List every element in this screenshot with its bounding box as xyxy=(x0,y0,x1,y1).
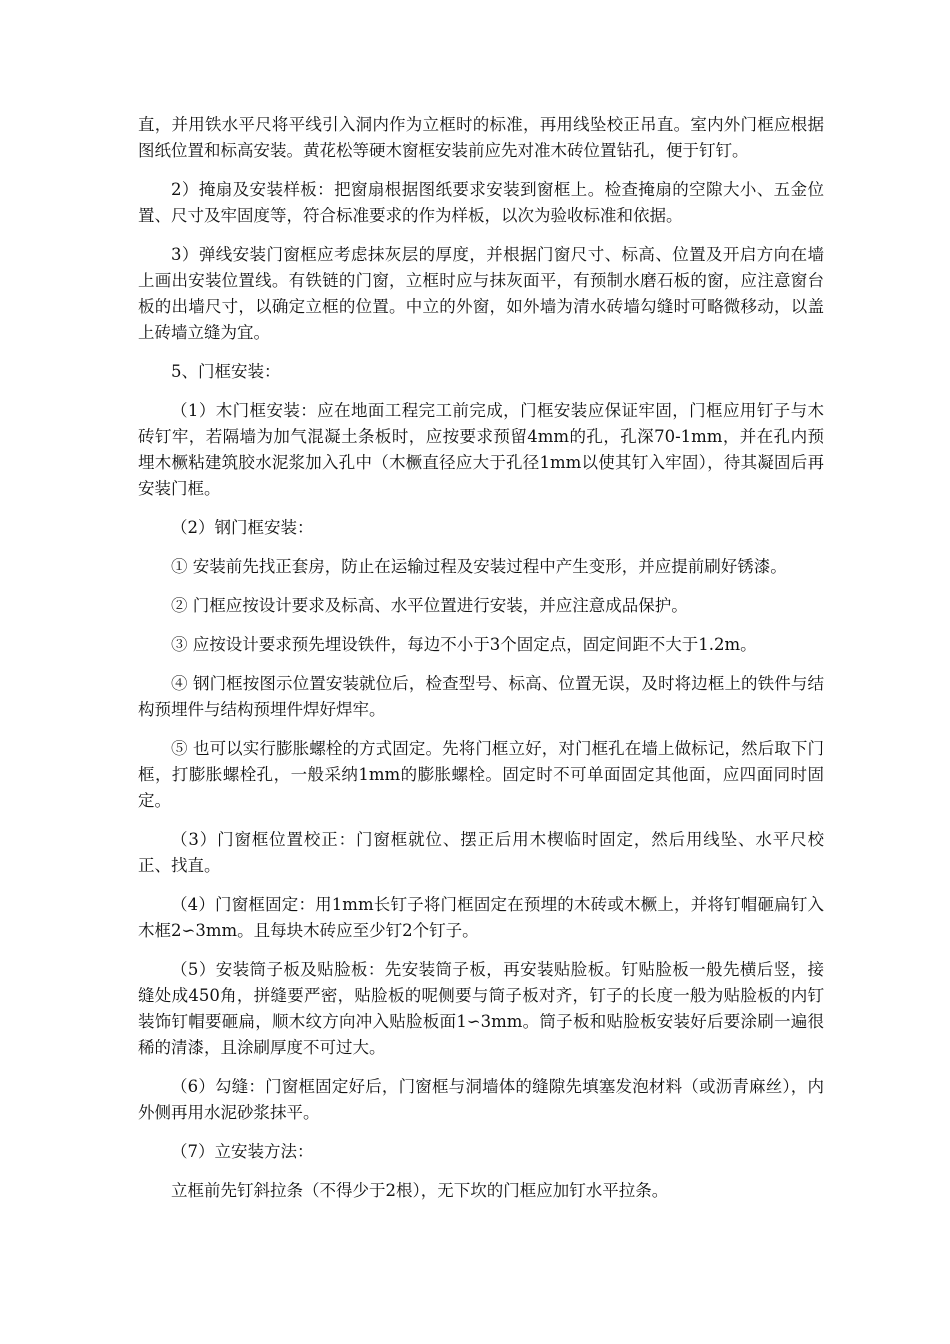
subheading-steel-frame: （2）钢门框安装： xyxy=(171,518,314,537)
list-item-steel-3: ③ 应按设计要求预先埋设铁件，每边不小于3个固定点，固定间距不大于1.2m。 xyxy=(171,635,757,654)
paragraph-casing-trim: （5）安装筒子板及贴脸板：先安装筒子板，再安装贴脸板。钉贴脸板一般先横后竖，接缝处成450角，拼缝要严密，贴脸板的呢侧要与筒子板对齐，钉子的长度一般为贴脸板的内钉装饰钉帽要砸扁，顺木纹方向冲入贴脸板面1∽3mm。筒子板和贴脸板安装好后要涂刷一遍很稀的清漆，且涂刷厚度不可过大。 xyxy=(138,960,824,1057)
list-item-steel-5: ⑤ 也可以实行膨胀螺栓的方式固定。先将门框立好，对门框孔在墙上做标记，然后取下门框，打膨胀螺栓孔，一般采纳1mm的膨胀螺栓。固定时不可单面固定其他面，应四面同时固定。 xyxy=(138,739,824,810)
paragraph-wood-frame: （1）木门框安装：应在地面工程完工前完成，门框安装应保证牢固，门框应用钉子与木砖钉牢，若隔墙为加气混凝土条板时，应按要求预留4mm的孔，孔深70-1mm，并在孔内预埋木橛粘建筑胶水泥浆加入孔中（木橛直径应大于孔径1mm以使其钉入牢固），待其凝固后再安装门框。 xyxy=(138,401,824,498)
list-item-steel-4: ④ 钢门框按图示位置安装就位后，检查型号、标高、位置无误，及时将边框上的铁件与结构预埋件与结构预埋件焊好焊牢。 xyxy=(138,674,824,719)
section-heading-door-frame: 5、门框安装： xyxy=(171,362,281,381)
paragraph-continuation: 直，并用铁水平尺将平线引入洞内作为立框时的标准，再用线坠校正吊直。室内外门框应根据图纸位置和标高安装。黄花松等硬木窗框安装前应先对准木砖位置钻孔，便于钉钉。 xyxy=(138,115,824,160)
paragraph-bracing: 立框前先钉斜拉条（不得少于2根），无下坎的门框应加钉水平拉条。 xyxy=(171,1181,669,1200)
list-item-steel-1: ① 安装前先找正套房，防止在运输过程及安装过程中产生变形，并应提前刷好锈漆。 xyxy=(171,557,787,576)
paragraph-joint-sealing: （6）勾缝：门窗框固定好后，门窗框与洞墙体的缝隙先填塞发泡材料（或沥青麻丝），内外侧再用水泥砂浆抹平。 xyxy=(138,1077,824,1122)
paragraph-line-marking: 3）弹线安装门窗框应考虑抹灰层的厚度，并根据门窗尺寸、标高、位置及开启方向在墙上画出安装位置线。有铁链的门窗，立框时应与抹灰面平，有预制水磨石板的窗，应注意窗台板的出墙尺寸，以确定立框的位置。中立的外窗，如外墙为清水砖墙勾缝时可略微移动，以盖上砖墙立缝为宜。 xyxy=(138,245,824,342)
list-item-steel-2: ② 门框应按设计要求及标高、水平位置进行安装，并应注意成品保护。 xyxy=(171,596,688,615)
document-body xyxy=(138,112,824,1217)
paragraph-sash-template: 2）掩扇及安装样板：把窗扇根据图纸要求安装到窗框上。检查掩扇的空隙大小、五金位置、尺寸及牢固度等，符合标准要求的作为样板，以次为验收标准和依据。 xyxy=(138,180,824,225)
subheading-installation-method: （7）立安装方法： xyxy=(171,1142,314,1161)
paragraph-frame-fixing: （4）门窗框固定：用1mm长钉子将门框固定在预埋的木砖或木橛上，并将钉帽砸扁钉入木框2∽3mm。且每块木砖应至少钉2个钉子。 xyxy=(138,895,824,940)
paragraph-position-correction: （3）门窗框位置校正：门窗框就位、摆正后用木楔临时固定，然后用线坠、水平尺校正、找直。 xyxy=(138,830,824,875)
